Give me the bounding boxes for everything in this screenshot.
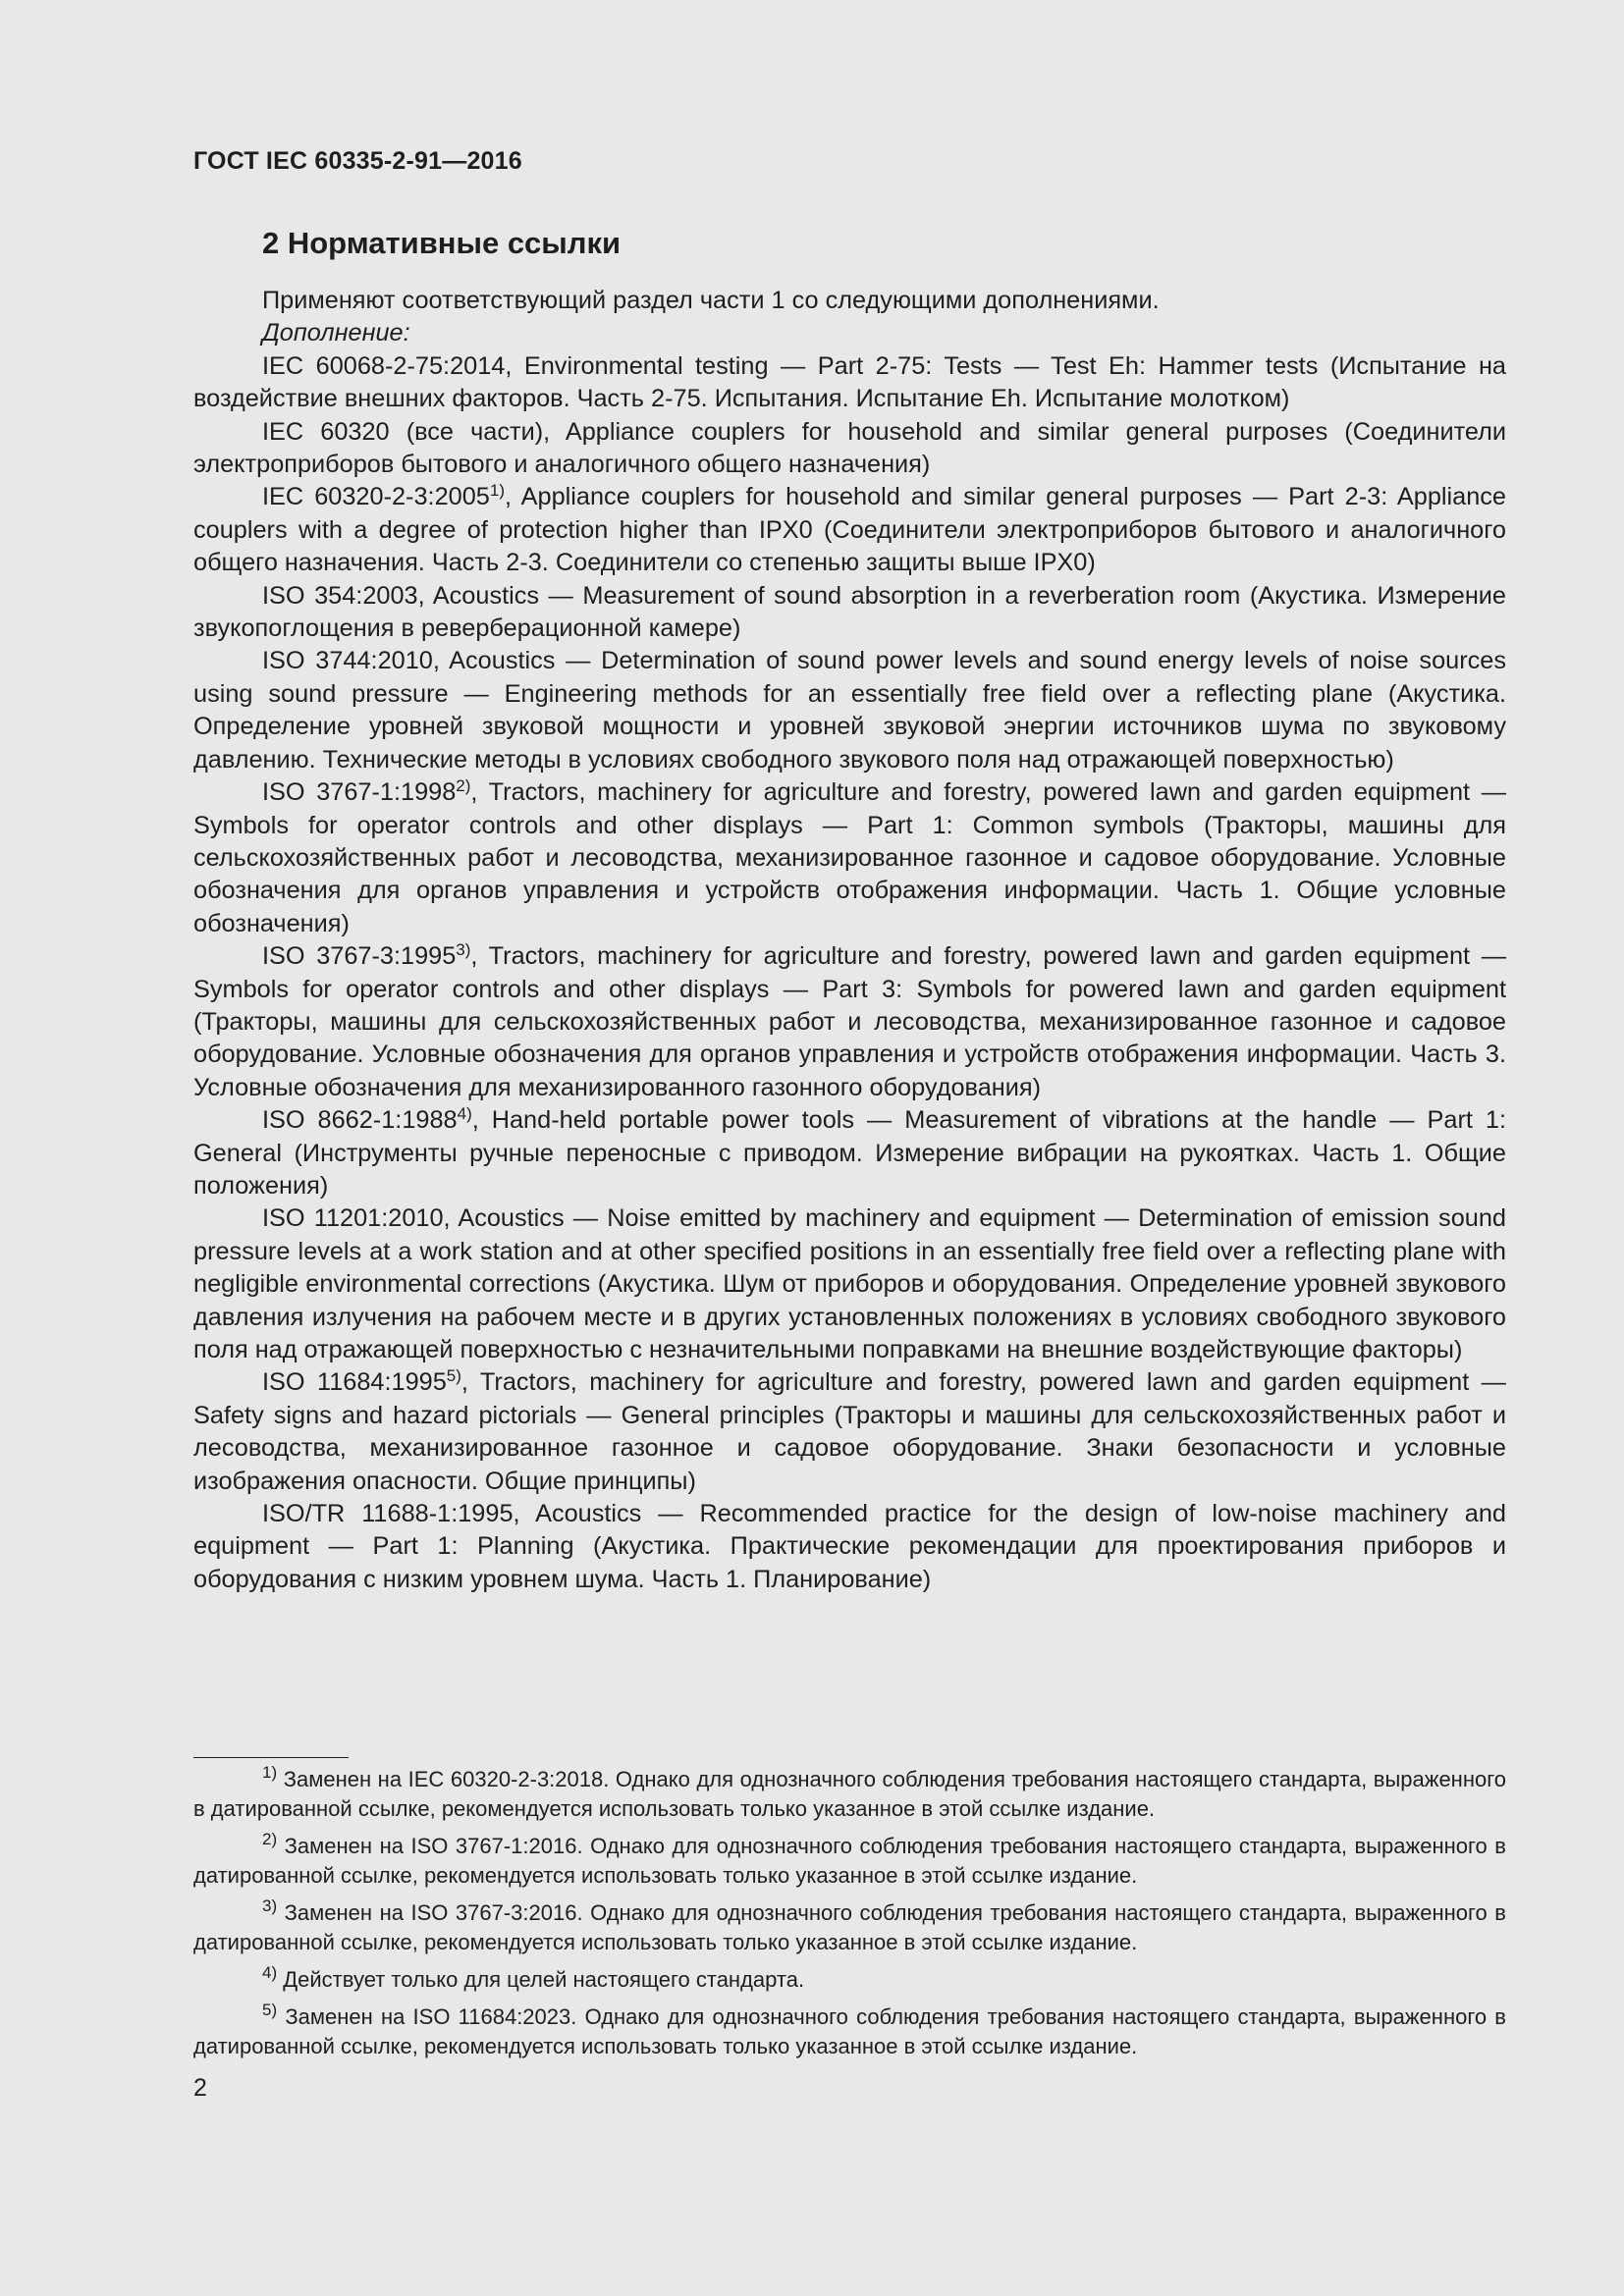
footnote-marker: 5) bbox=[446, 1366, 461, 1386]
section-body bbox=[193, 285, 1506, 1596]
reference-item bbox=[193, 1498, 1506, 1596]
reference-code: IEC 60320-2-3:2005 bbox=[262, 483, 490, 511]
reference-item bbox=[193, 416, 1506, 482]
footnote-item bbox=[193, 1965, 1506, 1995]
section-title: 2 Нормативные ссылки bbox=[262, 226, 622, 260]
reference-text: , Acoustics — Determination of sound power levels and sound energy levels of noise sources using sound pressure — Engineering methods for an essentially free field over a reflecting plane (Акустика. Определение уровней звуковой мощности и уровней звуковой энергии источников шума по звуковому давлению. Технические методы в условиях свободного звукового поля над отражающей поверхностью) bbox=[193, 647, 1506, 774]
reference-item bbox=[193, 1366, 1506, 1498]
footnote-marker: 1) bbox=[262, 1763, 278, 1782]
footnote-text: Заменен на ISO 3767-1:2016. Однако для однозначного соблюдения требования настоящего стандарта, выраженного в датированной ссылке, рекомендуется использовать только указанное в этой ссылке издание. bbox=[193, 1834, 1506, 1888]
reference-code: ISO 3767-1:1998 bbox=[262, 778, 457, 807]
document-code: ГОСТ IEC 60335-2-91—2016 bbox=[193, 147, 522, 175]
footnote-item bbox=[193, 1765, 1506, 1824]
footnote-marker: 3) bbox=[456, 940, 471, 960]
footnote-marker: 4) bbox=[457, 1104, 472, 1124]
footnote-marker: 3) bbox=[262, 1896, 278, 1915]
reference-text: , Acoustics — Noise emitted by machinery and equipment — Determination of emission sound pressure levels at a work station and at other specified positions in an essentially free field over a reflecting plane with negligible environmental corrections (Акустика. Шум от приборов и оборудования. Определение уровней звукового давления излучения на рабочем месте и в других установленных положениях в условиях свободного звукового поля над отражающей поверхностью с незначительными поправками на внешние воздействующие факторы) bbox=[193, 1204, 1506, 1363]
footnote-marker: 2) bbox=[456, 776, 471, 796]
reference-code: ISO 11201:2010 bbox=[262, 1204, 444, 1233]
reference-item bbox=[193, 1202, 1506, 1366]
reference-text: , Acoustics — Measurement of sound absorption in a reverberation room (Акустика. Измерение звукопоглощения в реверберационной камере) bbox=[193, 581, 1506, 643]
reference-text: , Appliance couplers for household and similar general purposes (Соединители электроприборов бытового и аналогичного общего назначения) bbox=[193, 417, 1506, 479]
reference-code: IEC 60320 (все части) bbox=[262, 417, 544, 446]
footnote-marker: 2) bbox=[262, 1830, 278, 1848]
reference-code: IEC 60068-2-75:2014 bbox=[262, 351, 506, 380]
addition-label: Дополнение: bbox=[262, 319, 410, 347]
footnote-item bbox=[193, 1898, 1506, 1957]
footnote-text: Заменен на ISO 11684:2023. Однако для однозначного соблюдения требования настоящего стандарта, выраженного в датированной ссылке, рекомендуется использовать только указанное в этой ссылке издание. bbox=[193, 2004, 1506, 2058]
reference-text: , Environmental testing — Part 2-75: Tests — Test Eh: Hammer tests (Испытание на воздействие внешних факторов. Часть 2-75. Испытания. Испытание Eh. Испытание молотком) bbox=[193, 351, 1506, 413]
reference-item bbox=[193, 776, 1506, 940]
footnote-marker: 1) bbox=[489, 481, 505, 501]
footnote-text: Действует только для целей настоящего стандарта. bbox=[277, 1967, 805, 1992]
page-number: 2 bbox=[193, 2074, 207, 2102]
reference-code: ISO 354:2003 bbox=[262, 581, 418, 610]
footnote-divider bbox=[193, 1757, 349, 1758]
reference-text: , Tractors, machinery for agriculture and forestry, powered lawn and garden equipment — Symbols for operator controls and other displays — Part 3: Symbols for powered lawn and garden equipment (Тракторы, машины для сельскохозяйственных работ и лесоводства, механизированное газонное и садовое оборудование. Условные обозначения для органов управления и устройств отображения информации. Часть 3. Условные обозначения для механизированного газонного оборудования) bbox=[193, 942, 1506, 1101]
reference-code: ISO 3744:2010 bbox=[262, 647, 433, 675]
reference-item bbox=[193, 940, 1506, 1104]
intro-paragraph: Применяют соответствующий раздел части 1 со следующими дополнениями. bbox=[262, 287, 1160, 314]
footnote-text: Заменен на IEC 60320-2-3:2018. Однако для однозначного соблюдения требования настоящего стандарта, выраженного в датированной ссылке, рекомендуется использовать только указанное в этой ссылке издание. bbox=[193, 1767, 1506, 1821]
reference-code: ISO/TR 11688-1:1995 bbox=[262, 1500, 514, 1528]
footnote-item bbox=[193, 1832, 1506, 1891]
reference-item bbox=[193, 350, 1506, 416]
reference-code: ISO 3767-3:1995 bbox=[262, 942, 457, 971]
footnotes bbox=[193, 1765, 1506, 2069]
reference-item bbox=[193, 580, 1506, 646]
reference-code: ISO 8662-1:1988 bbox=[262, 1106, 458, 1135]
reference-text: , Appliance couplers for household and similar general purposes — Part 2-3: Appliance couplers with a degree of protection higher than IPX0 (Соединители электроприборов бытового и аналогичного общего назначения. Часть 2-3. Соединители со степенью защиты выше IPX0) bbox=[193, 483, 1506, 577]
footnote-marker: 4) bbox=[262, 1963, 278, 1982]
reference-text: , Hand-held portable power tools — Measurement of vibrations at the handle — Part 1: General (Инструменты ручные переносные с приводом. Измерение вибрации на рукоятках. Часть 1. Общие положения) bbox=[193, 1106, 1506, 1200]
reference-text: , Acoustics — Recommended practice for the design of low-noise machinery and equipment — Part 1: Planning (Акустика. Практические рекомендации для проектирования приборов и оборудования с низким уровнем шума. Часть 1. Планирование) bbox=[193, 1500, 1506, 1593]
footnote-text: Заменен на ISO 3767-3:2016. Однако для однозначного соблюдения требования настоящего стандарта, выраженного в датированной ссылке, рекомендуется использовать только указанное в этой ссылке издание. bbox=[193, 1900, 1506, 1954]
footnote-item bbox=[193, 2002, 1506, 2061]
reference-item bbox=[193, 1104, 1506, 1202]
reference-text: , Tractors, machinery for agriculture and forestry, powered lawn and garden equipment — Symbols for operator controls and other displays — Part 1: Common symbols (Тракторы, машины для сельскохозяйственных работ и лесоводства, механизированное газонное и садовое оборудование. Условные обозначения для органов управления и устройств отображения информации. Часть 1. Общие условные обозначения) bbox=[193, 778, 1506, 937]
reference-item bbox=[193, 481, 1506, 579]
reference-text: , Tractors, machinery for agriculture and forestry, powered lawn and garden equipment — Safety signs and hazard pictorials — General principles (Тракторы и машины для сельскохозяйственных работ и лесоводства, механизированное газонное и садовое оборудование. Знаки безопасности и условные изображения опасности. Общие принципы) bbox=[193, 1368, 1506, 1495]
reference-code: ISO 11684:1995 bbox=[262, 1368, 447, 1397]
footnote-marker: 5) bbox=[262, 2001, 278, 2019]
reference-item bbox=[193, 645, 1506, 776]
